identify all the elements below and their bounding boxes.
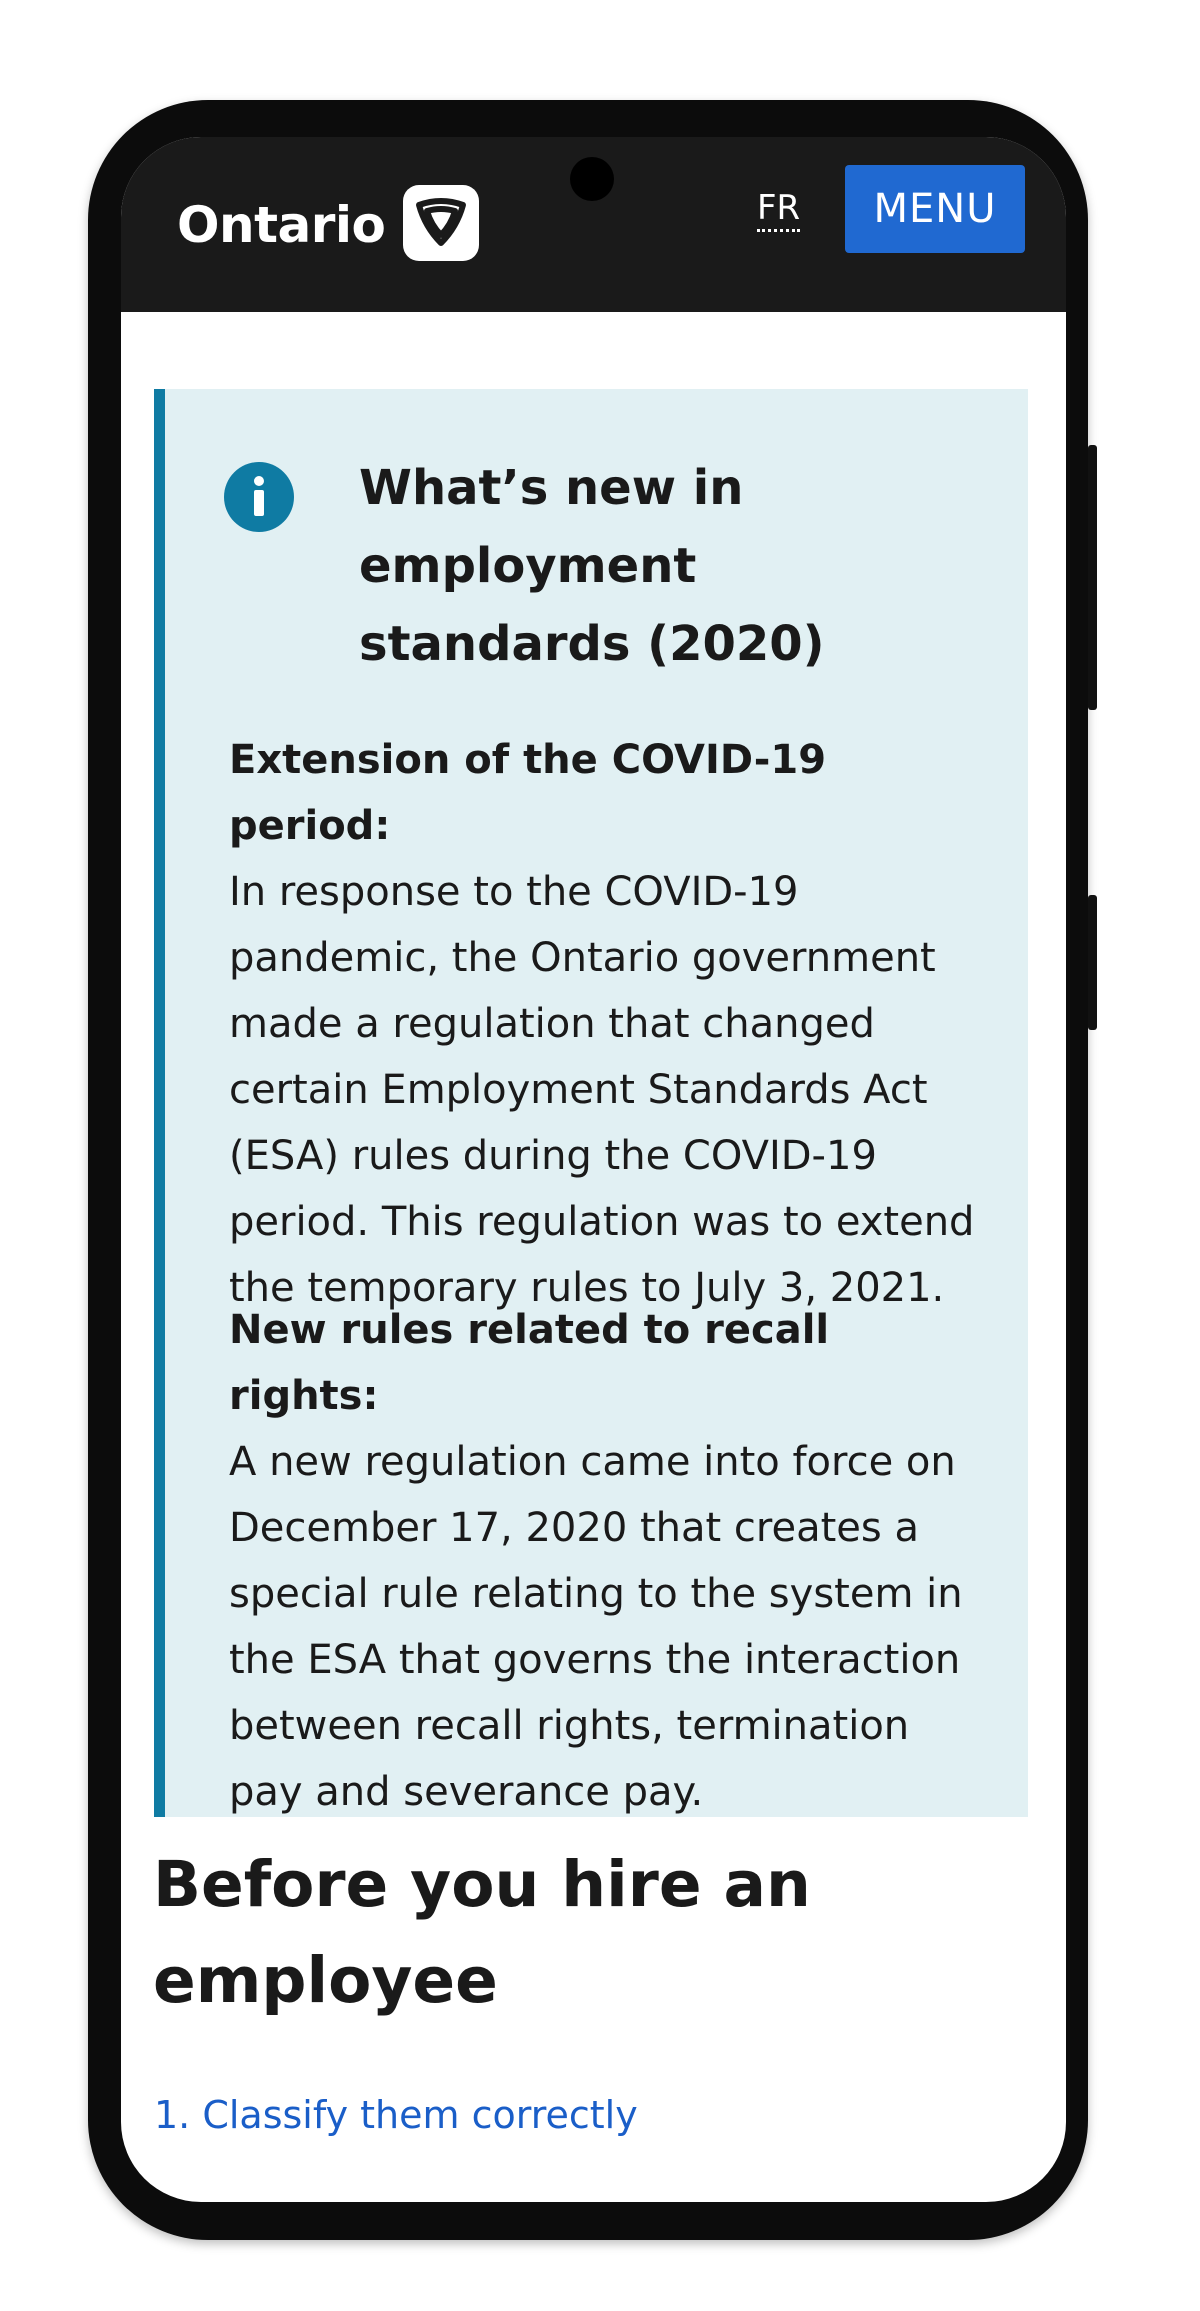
info-icon [224,462,294,532]
trillium-icon[interactable] [403,185,479,261]
classify-link[interactable]: 1. Classify them correctly [154,2093,638,2137]
ontario-logo-text[interactable]: Ontario [177,196,386,254]
phone-screen [121,137,1066,2202]
callout-title: What’s new in employment standards (2020) [359,460,825,672]
recall-rights-text: A new regulation came into force on December 17, 2020 that creates a special rule relating to the system in the ESA that governs the interaction between recall rights, termination pay and severance pay. [229,1439,963,1815]
covid-extension-paragraph [229,727,989,1321]
recall-rights-heading: New rules related to recall rights: [229,1307,830,1419]
power-button [1088,895,1097,1030]
camera-hole [570,157,614,201]
recall-rights-paragraph [229,1297,989,1825]
volume-button [1088,445,1097,710]
menu-button[interactable]: MENU [845,165,1025,253]
french-language-link[interactable]: FR [757,187,800,232]
site-header [121,137,1066,312]
section-heading: Before you hire an employee [153,1848,811,2017]
covid-extension-heading: Extension of the COVID-19 period: [229,737,827,849]
covid-extension-text: In response to the COVID-19 pandemic, the Ontario government made a regulation that changed certain Employment Standards Act (ESA) rules during the COVID-19 period. This regulation was to extend the temporary rules to July 3, 2021. [229,869,975,1311]
